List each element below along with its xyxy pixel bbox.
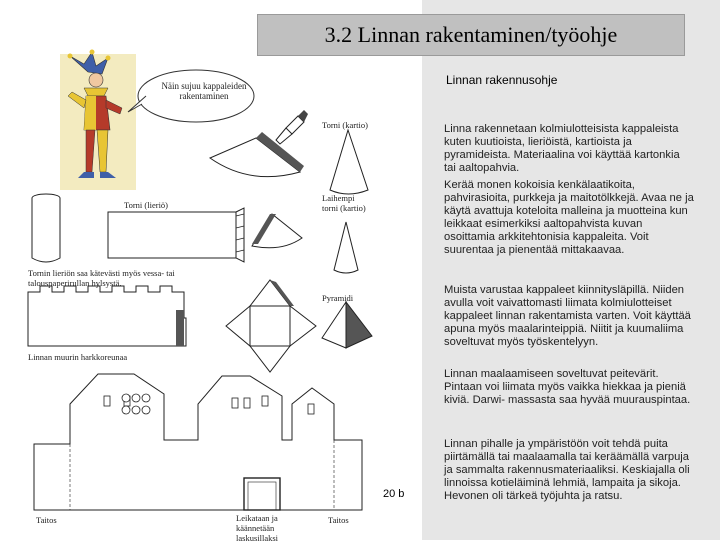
glue-bottle-icon bbox=[276, 110, 308, 144]
speech-bubble-text: Näin sujuu kappaleiden rakentaminen bbox=[161, 81, 247, 101]
slide-title: 3.2 Linnan rakentaminen/työohje bbox=[324, 22, 618, 47]
label-laihempi-torni: Laihempi torni (kartio) bbox=[322, 193, 366, 213]
label-leikataan: Leikataan ja käännetään laskusillaksi bbox=[236, 513, 279, 543]
cone-shape-top bbox=[330, 130, 368, 194]
label-taitos-left: Taitos bbox=[36, 515, 57, 525]
paragraph: Linna rakennetaan kolmiulotteisista kappaleista kuten kuutioista, lieriöistä, kartioista ja pyramideista. Materiaalina voi käyttää kartonkia tai aaltopahvia. bbox=[444, 123, 680, 174]
label-torni-lierio: Torni (lieriö) bbox=[124, 200, 169, 210]
paragraph: Linnan maalaamiseen soveltuvat peitevärit. Pintaan voi liimata myös vaikka hiekkaa ja pieniä kiviä. Darwi- massasta saa hyvää muurauspintaa. bbox=[444, 368, 691, 406]
castle-wall-strip bbox=[28, 286, 186, 346]
paragraph: Kerää monen kokoisia kenkälaatikoita, pahvirasioita, purkkeja ja maitotölkkejä. Avaa ne ja käytä avattuja koteloita malleina ja muotteina kun leikkaat esimerkiksi aaltopahvista kuvan osoittamia arkkitehtonisia kappaleita. Voit suurentaa ja pienentää mittakaavaa. bbox=[444, 179, 694, 256]
cylinder-pattern bbox=[108, 208, 244, 262]
label-torni-kartio: Torni (kartio) bbox=[322, 120, 368, 130]
label-muuri: Linnan muurin harkkoreunaa bbox=[28, 352, 128, 362]
cone-pattern-middle bbox=[252, 214, 302, 248]
cone-shape-middle bbox=[334, 222, 358, 273]
pyramid-shape bbox=[322, 302, 372, 348]
pyramid-pattern bbox=[226, 280, 316, 372]
label-pyramidi: Pyramidi bbox=[322, 293, 354, 303]
jester-figure bbox=[60, 50, 136, 191]
paragraph: Linnan pihalle ja ympäristöön voit tehdä puita piirtämällä tai maalaamalla tai keräämällä varpuja ja sammalta rakennusmateriaaliksi. Keskiajalla oli linnoissa kotieläiminä lehmiä, lampaita ja sikoja. Hevonen oli tärkeä työjuhta ja ratsu. bbox=[444, 438, 690, 502]
label-tornin-lierio-note: Tornin lieriön saa kätevästi myös vessa- tai talouspaperirullan hylsystä. bbox=[28, 268, 175, 288]
cylinder-shape bbox=[32, 194, 60, 262]
castle-facade-pattern bbox=[34, 374, 362, 510]
page-number: 20 b bbox=[383, 488, 405, 500]
document-heading: Linnan rakennusohje bbox=[446, 73, 558, 87]
cone-pattern-top bbox=[210, 132, 304, 177]
paragraph: Muista varustaa kappaleet kiinnitysläpillä. Niiden avulla voit vaivattomasti liimata kolmiulotteiset kappaleet linnan rakentamista varten. Voit käyttää apuna myös maalarinteippiä. Niitit ja kuumaliima soveltuvat myös työskentelyyn. bbox=[444, 284, 691, 348]
label-taitos-right: Taitos bbox=[328, 515, 349, 525]
